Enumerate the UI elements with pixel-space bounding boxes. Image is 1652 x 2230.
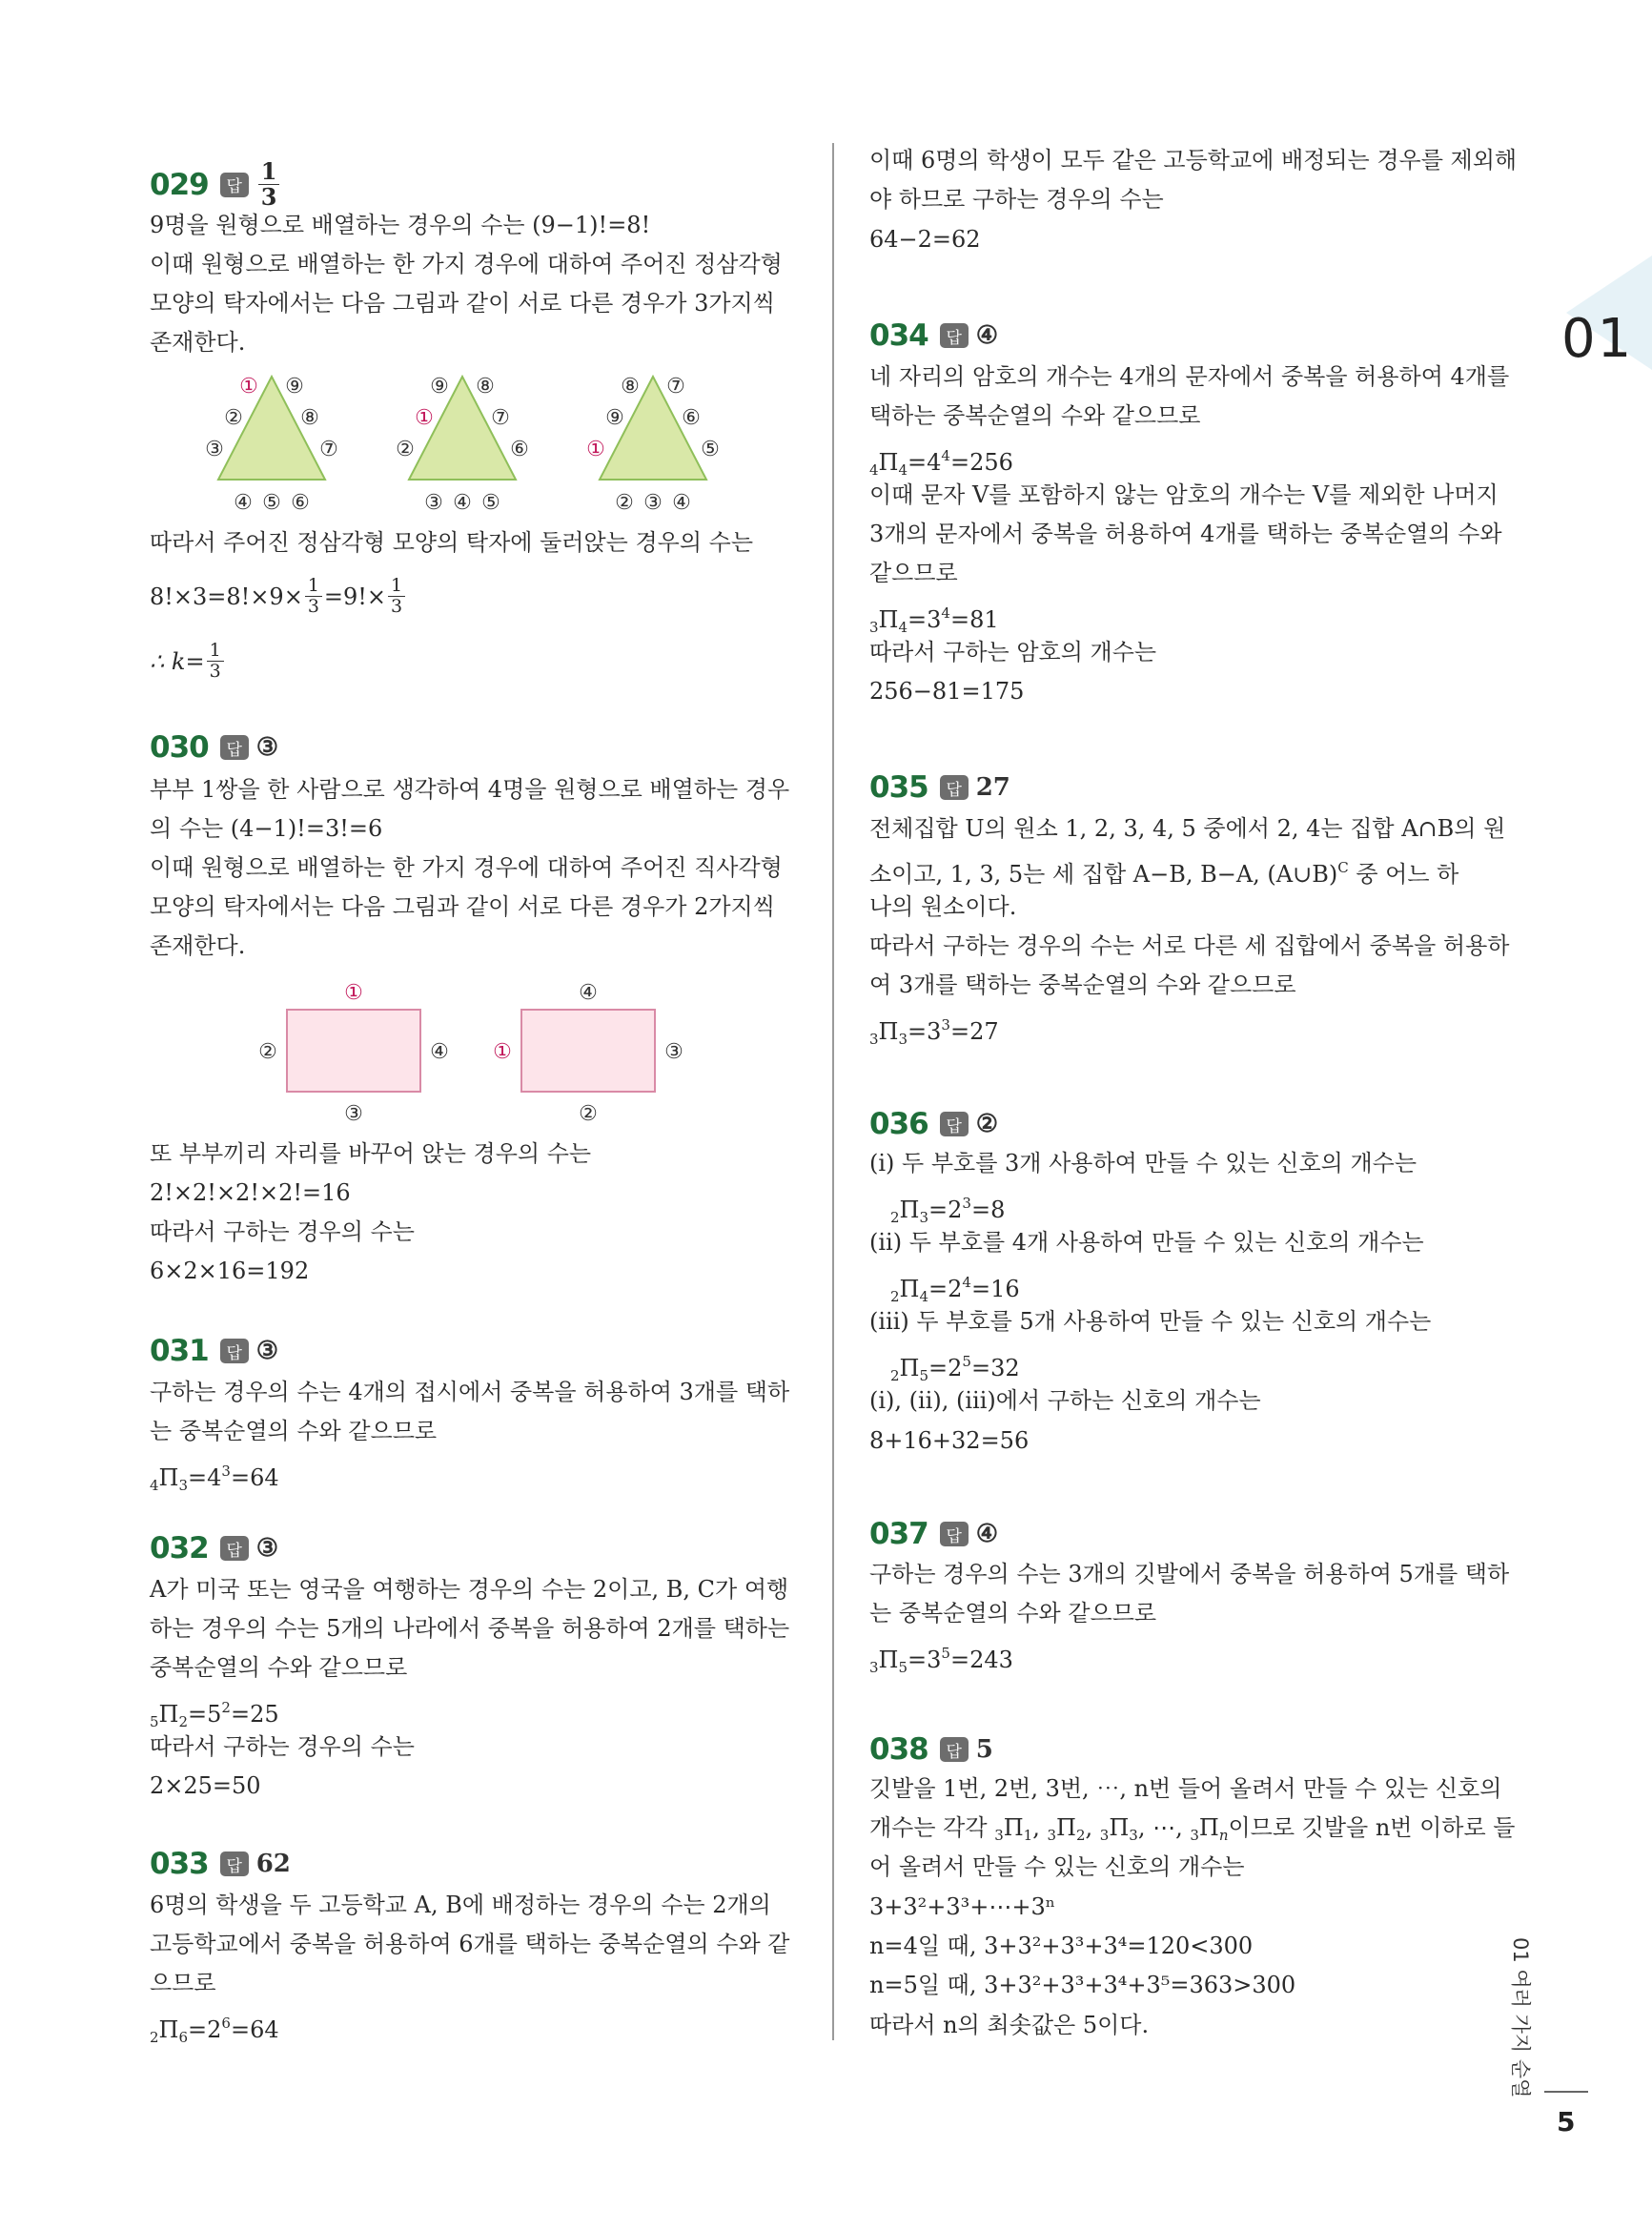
text-line: 따라서 구하는 경우의 수는 bbox=[150, 1218, 415, 1245]
text-line: 어 올려서 만들 수 있는 신호의 개수는 bbox=[869, 1853, 1245, 1880]
text-line: 택하는 중복순열의 수와 같으므로 bbox=[869, 402, 1201, 429]
answer-tag: 답 bbox=[220, 1852, 249, 1876]
text-line: 256−81=175 bbox=[869, 678, 1025, 705]
equation-line: $_2\Pi_4=2^4=16$ bbox=[890, 1274, 1020, 1305]
problem-number: 029 bbox=[150, 167, 209, 202]
problem-number: 034 bbox=[869, 318, 928, 353]
problem-034-header bbox=[869, 318, 998, 353]
seat-label: ⑥ bbox=[291, 491, 310, 515]
problem-number: 032 bbox=[150, 1531, 209, 1565]
text-line: (ⅱ) 두 부호를 4개 사용하여 만들 수 있는 신호의 개수는 bbox=[869, 1229, 1424, 1256]
seat-label: ① bbox=[493, 1040, 512, 1064]
text-line: (ⅲ) 두 부호를 5개 사용하여 만들 수 있는 신호의 개수는 bbox=[869, 1308, 1432, 1335]
text-line: 나의 원소이다. bbox=[869, 893, 1017, 920]
text-line: 네 자리의 암호의 개수는 4개의 문자에서 중복을 허용하여 4개를 bbox=[869, 363, 1510, 390]
text-line: (ⅰ) 두 부호를 3개 사용하여 만들 수 있는 신호의 개수는 bbox=[869, 1150, 1417, 1176]
text-line: 소이고, 1, 3, 5는 세 집합 A−B, B−A, (A∪B)$^C$ 중 어느 하 bbox=[869, 859, 1459, 888]
text-line: 모양의 탁자에서는 다음 그림과 같이 서로 다른 경우가 3가지씩 bbox=[150, 290, 775, 317]
seat-label: ① bbox=[586, 438, 605, 461]
seat-label: ④ bbox=[430, 1040, 449, 1064]
problem-number: 036 bbox=[869, 1107, 928, 1141]
answer-value: 5 bbox=[975, 1735, 993, 1764]
chapter-number: 01 bbox=[1561, 308, 1634, 370]
seat-label: ⑥ bbox=[682, 406, 701, 430]
answer-fraction: 1 3 bbox=[258, 159, 280, 210]
conclusion-line: ∴ k= $\frac{1}{3}$ bbox=[150, 641, 226, 682]
seat-label: ① bbox=[239, 375, 258, 399]
problem-032-header bbox=[150, 1531, 278, 1565]
text-line: 의 수는 (4−1)!=3!=6 bbox=[150, 815, 383, 842]
answer-value: 62 bbox=[255, 1850, 291, 1878]
triangle-table-diagram bbox=[197, 367, 750, 520]
rectangle-table-diagram bbox=[245, 968, 722, 1130]
answer-tag: 답 bbox=[220, 1536, 249, 1561]
text-line: 는 중복순열의 수와 같으므로 bbox=[869, 1600, 1157, 1626]
problem-031-header bbox=[150, 1334, 278, 1368]
seat-label: ③ bbox=[664, 1040, 683, 1064]
equation-line: 3+3²+3³+⋯+3ⁿ bbox=[869, 1893, 1056, 1920]
text-line: 전체집합 U의 원소 1, 2, 3, 4, 5 중에서 2, 4는 집합 A∩B의 원 bbox=[869, 815, 1506, 842]
seat-label: ② bbox=[615, 491, 634, 515]
problem-036-header bbox=[869, 1107, 998, 1141]
seat-label: ⑦ bbox=[319, 438, 338, 461]
seat-label: ① bbox=[344, 981, 363, 1005]
column-divider bbox=[832, 143, 834, 2040]
text-line: 3개의 문자에서 중복을 허용하여 4개를 택하는 중복순열의 수와 bbox=[869, 521, 1502, 547]
answer-value: ③ bbox=[255, 1337, 279, 1365]
seat-label: ② bbox=[579, 1102, 598, 1126]
seat-label: ④ bbox=[579, 981, 598, 1005]
problem-number: 030 bbox=[150, 730, 209, 765]
seat-label: ⑨ bbox=[285, 375, 304, 399]
text-line: 9명을 원형으로 배열하는 경우의 수는 (9−1)!=8! bbox=[150, 212, 651, 238]
problem-number: 033 bbox=[150, 1847, 209, 1881]
answer-tag: 답 bbox=[940, 1737, 969, 1762]
equation-line: $_2\Pi_6=2^6=64$ bbox=[150, 2015, 279, 2046]
text-line: 중복순열의 수와 같으므로 bbox=[150, 1654, 408, 1681]
text-line: 6명의 학생을 두 고등학교 A, B에 배정하는 경우의 수는 2개의 bbox=[150, 1892, 771, 1918]
text-line: 이때 6명의 학생이 모두 같은 고등학교에 배정되는 경우를 제외해 bbox=[869, 147, 1518, 174]
answer-value: ④ bbox=[975, 321, 999, 350]
rectangle-table-2 bbox=[493, 981, 683, 1126]
text-line: (ⅰ), (ⅱ), (ⅲ)에서 구하는 신호의 개수는 bbox=[869, 1387, 1261, 1414]
problem-number: 038 bbox=[869, 1732, 928, 1767]
seat-label: ⑧ bbox=[621, 375, 640, 399]
seat-label: ⑦ bbox=[491, 406, 510, 430]
text-line: 구하는 경우의 수는 3개의 깃발에서 중복을 허용하여 5개를 택하 bbox=[869, 1561, 1510, 1587]
text-line: 따라서 n의 최솟값은 5이다. bbox=[869, 2012, 1150, 2038]
text-line: 2!×2!×2!×2!=16 bbox=[150, 1179, 351, 1206]
triangle-table-1 bbox=[205, 375, 338, 515]
text-line: 이때 원형으로 배열하는 한 가지 경우에 대하여 주어진 직사각형 bbox=[150, 854, 783, 881]
equation-line: $_3\Pi_5=3^5=243$ bbox=[869, 1645, 1013, 1676]
rectangle-table-1 bbox=[258, 981, 449, 1126]
seat-label: ③ bbox=[424, 491, 443, 515]
text-line: 존재한다. bbox=[150, 329, 246, 356]
chapter-title: 01 여러 가지 순열 bbox=[1509, 1937, 1532, 2098]
answer-tag: 답 bbox=[940, 1522, 969, 1546]
equation-line: $_5\Pi_2=5^2=25$ bbox=[150, 1699, 279, 1730]
equation-line: $_4\Pi_3=4^3=64$ bbox=[150, 1463, 279, 1494]
answer-tag: 답 bbox=[220, 1339, 249, 1363]
seat-label: ② bbox=[396, 438, 415, 461]
text-line: 고등학교에서 중복을 허용하여 6개를 택하는 중복순열의 수와 같 bbox=[150, 1931, 790, 1957]
seat-label: ⑥ bbox=[510, 438, 529, 461]
text-line: 으므로 bbox=[150, 1970, 216, 1996]
problem-033-header bbox=[150, 1847, 291, 1881]
equation-line: 8!×3=8!×9× $\frac{1}{3}$ =9!× $\frac{1}{3}$ bbox=[150, 576, 407, 617]
answer-tag: 답 bbox=[940, 775, 969, 800]
triangle-table-3 bbox=[586, 375, 720, 515]
equation-line: n=4일 때, 3+3²+3³+3⁴=120<300 bbox=[869, 1933, 1254, 1959]
seat-label: ⑨ bbox=[430, 375, 449, 399]
text-line: 야 하므로 구하는 경우의 수는 bbox=[869, 186, 1164, 213]
equation-line: $_2\Pi_5=2^5=32$ bbox=[890, 1353, 1020, 1384]
equation-line: n=5일 때, 3+3²+3³+3⁴+3⁵=363>300 bbox=[869, 1972, 1296, 1998]
problem-029-header bbox=[150, 159, 281, 210]
text-line: 8+16+32=56 bbox=[869, 1427, 1030, 1454]
seat-label: ⑤ bbox=[481, 491, 500, 515]
seat-label: ⑤ bbox=[701, 438, 720, 461]
equation-line: $_4\Pi_4=4^4=256$ bbox=[869, 447, 1013, 479]
answer-value: 27 bbox=[975, 773, 1010, 802]
seat-label: ⑧ bbox=[476, 375, 495, 399]
problem-number: 031 bbox=[150, 1334, 209, 1368]
problem-number: 037 bbox=[869, 1517, 928, 1551]
text-line: 2×25=50 bbox=[150, 1772, 261, 1799]
text-line: 같으므로 bbox=[869, 560, 958, 586]
text-line: 부부 1쌍을 한 사람으로 생각하여 4명을 원형으로 배열하는 경우 bbox=[150, 776, 790, 803]
text-line: 구하는 경우의 수는 4개의 접시에서 중복을 허용하여 3개를 택하 bbox=[150, 1379, 790, 1405]
problem-035-header bbox=[869, 770, 1010, 805]
seat-label: ④ bbox=[234, 491, 253, 515]
text-line: 모양의 탁자에서는 다음 그림과 같이 서로 다른 경우가 2가지씩 bbox=[150, 893, 775, 920]
seat-label: ④ bbox=[672, 491, 691, 515]
problem-037-header bbox=[869, 1517, 998, 1551]
text-line: 따라서 구하는 경우의 수는 bbox=[150, 1733, 415, 1760]
answer-value: ③ bbox=[255, 733, 279, 762]
seat-label: ④ bbox=[453, 491, 472, 515]
text-line: 64−2=62 bbox=[869, 226, 981, 253]
answer-tag: 답 bbox=[220, 173, 249, 197]
equation-line: $_2\Pi_3=2^3=8$ bbox=[890, 1195, 1006, 1226]
seat-label: ② bbox=[224, 406, 243, 430]
text-line: 이때 원형으로 배열하는 한 가지 경우에 대하여 주어진 정삼각형 bbox=[150, 251, 783, 277]
triangle-table-2 bbox=[396, 375, 529, 515]
seat-label: ⑦ bbox=[666, 375, 685, 399]
seat-label: ③ bbox=[344, 1102, 363, 1126]
problem-number: 035 bbox=[869, 770, 928, 805]
text-line: 개수는 각각 $_3\Pi_1$, $_3\Pi_2$, $_3\Pi_3$, ⋯, $_3\Pi_n$이므로 깃발을 n번 이하로 들 bbox=[869, 1814, 1516, 1844]
answer-tag: 답 bbox=[220, 735, 249, 760]
text-line: A가 미국 또는 영국을 여행하는 경우의 수는 2이고, B, C가 여행 bbox=[150, 1576, 789, 1603]
seat-label: ⑧ bbox=[300, 406, 319, 430]
answer-value: ② bbox=[975, 1110, 999, 1138]
text-line: 따라서 구하는 암호의 개수는 bbox=[869, 639, 1157, 665]
answer-tag: 답 bbox=[940, 323, 969, 348]
text-line: 존재한다. bbox=[150, 932, 246, 959]
text-line: 깃발을 1번, 2번, 3번, ⋯, n번 들어 올려서 만들 수 있는 신호의 bbox=[869, 1775, 1502, 1802]
answer-value: ④ bbox=[975, 1520, 999, 1548]
seat-label: ① bbox=[415, 406, 434, 430]
page-number: 5 bbox=[1557, 2106, 1576, 2138]
text-line: 따라서 구하는 경우의 수는 서로 다른 세 집합에서 중복을 허용하 bbox=[869, 932, 1510, 959]
answer-tag: 답 bbox=[940, 1112, 969, 1136]
text-line: 하는 경우의 수는 5개의 나라에서 중복을 허용하여 2개를 택하는 bbox=[150, 1615, 790, 1642]
problem-038-header bbox=[869, 1732, 993, 1767]
text-line: 따라서 주어진 정삼각형 모양의 탁자에 둘러앉는 경우의 수는 bbox=[150, 529, 754, 556]
text-line: 는 중복순열의 수와 같으므로 bbox=[150, 1418, 438, 1444]
text-line: 이때 문자 V를 포함하지 않는 암호의 개수는 V를 제외한 나머지 bbox=[869, 481, 1499, 508]
seat-label: ⑤ bbox=[262, 491, 281, 515]
problem-030-header bbox=[150, 730, 278, 765]
seat-label: ③ bbox=[205, 438, 224, 461]
seat-label: ③ bbox=[643, 491, 663, 515]
equation-line: $_3\Pi_4=3^4=81$ bbox=[869, 604, 999, 636]
text-line: 6×2×16=192 bbox=[150, 1258, 310, 1284]
seat-label: ⑨ bbox=[605, 406, 624, 430]
text-line: 여 3개를 택하는 중복순열의 수와 같으므로 bbox=[869, 972, 1296, 998]
footer-rule bbox=[1544, 2091, 1588, 2093]
seat-label: ② bbox=[258, 1040, 277, 1064]
answer-value: ③ bbox=[255, 1534, 279, 1563]
text-line: 또 부부끼리 자리를 바꾸어 앉는 경우의 수는 bbox=[150, 1140, 592, 1167]
equation-line: $_3\Pi_3=3^3=27$ bbox=[869, 1016, 999, 1048]
